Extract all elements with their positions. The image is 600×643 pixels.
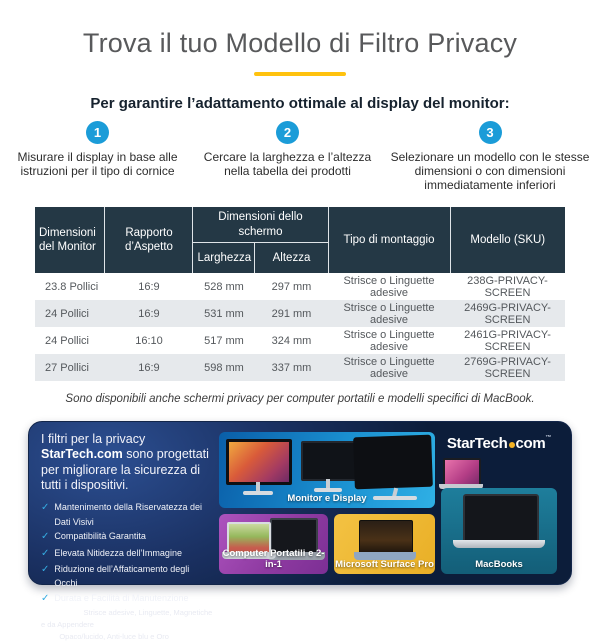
- benefit-text: Durata e Facilità di Manutenzione: [54, 592, 189, 603]
- cell-ratio: 16:9: [105, 354, 193, 381]
- cell-height: 297 mm: [271, 280, 312, 293]
- cell-size: 24 Pollici: [44, 334, 90, 347]
- banner-right-column: [441, 432, 557, 574]
- cell-ratio: 16:9: [105, 300, 193, 327]
- styles-line: [41, 631, 213, 643]
- table-row: [35, 273, 565, 300]
- monitors-category-label: Monitor e Display: [287, 493, 367, 505]
- cell-height: 324 mm: [271, 334, 312, 347]
- cell-sku: 2769G-PRIVACY-SCREEN: [450, 354, 565, 381]
- mounting-label: Montaggio:: [41, 608, 82, 618]
- banner-middle-column: [219, 432, 435, 574]
- styles-text: Opaco/lucido, Anti-luce blu e Oro: [57, 632, 169, 642]
- macbooks-category-tile: [441, 488, 557, 574]
- logo-text-1: StarTech: [446, 435, 508, 453]
- col-header-monitor-size: Dimensioni del Monitor: [35, 207, 105, 273]
- styles-label: Stili:: [41, 632, 58, 642]
- laptops-category-tile: [219, 514, 328, 574]
- page-subtitle: Per garantire l’adattamento ottimale al display del monitor:: [90, 95, 510, 112]
- step-1-number-badge: 1: [86, 121, 109, 144]
- col-header-model-sku: Modello (SKU): [450, 207, 565, 273]
- macbook-deck: [453, 540, 545, 548]
- page: [0, 28, 600, 642]
- list-item: [41, 562, 213, 591]
- brand-banner: [28, 421, 572, 642]
- surface-laptop-image: [359, 520, 413, 554]
- gold-macbook-filter-image: [443, 458, 481, 486]
- mounting-line: [41, 607, 213, 631]
- list-item: [41, 591, 213, 607]
- logo-trademark: ™: [545, 435, 552, 442]
- cell-ratio: 16:10: [135, 334, 163, 347]
- banner-intro-post: sono progettati per migliorare la sicurezza di tutti i dispositivi.: [41, 447, 209, 492]
- cell-width: 531 mm: [193, 300, 255, 327]
- col-header-mount-type: Tipo di montaggio: [328, 207, 450, 273]
- step-3: [380, 121, 600, 192]
- cell-size: 23.8 Pollici: [44, 280, 99, 293]
- mounting-text: Strisce adesive, Linguette, Magnetiche e da Appendere: [41, 608, 213, 630]
- mounting-styles-info: [41, 607, 213, 643]
- col-header-height: Altezza: [255, 243, 328, 274]
- cell-sku: 238G-PRIVACY-SCREEN: [467, 274, 548, 299]
- cell-mount: Strisce o Linguette adesive: [343, 274, 435, 299]
- cell-size: 24 Pollici: [35, 300, 105, 327]
- macbook-screen-image: [463, 494, 539, 542]
- cell-size: 27 Pollici: [35, 354, 105, 381]
- list-item: [41, 546, 213, 562]
- cell-mount: Strisce o Linguette adesive: [328, 354, 450, 381]
- list-item: [41, 500, 213, 529]
- list-item: [41, 529, 213, 545]
- surface-category-tile: [334, 514, 435, 574]
- check-icon: ✓: [41, 502, 50, 514]
- cell-mount: Strisce o Linguette adesive: [328, 300, 450, 327]
- benefit-checklist: [41, 500, 213, 607]
- table-header: [35, 207, 565, 273]
- table-row: [35, 300, 565, 327]
- step-1: [0, 121, 195, 192]
- step-2-text: Cercare la larghezza e l’altezza nella tabella dei prodotti: [203, 150, 372, 179]
- cell-width: 528 mm: [204, 280, 244, 293]
- col-header-width: Larghezza: [193, 243, 255, 274]
- monitors-category-tile: [219, 432, 435, 508]
- col-header-screen-dimensions: Dimensioni dello schermo: [193, 207, 328, 242]
- cell-width: 517 mm: [204, 334, 244, 347]
- logo-dot-icon: [509, 442, 515, 448]
- banner-intro-brand: StarTech.com: [41, 447, 123, 462]
- benefit-text: Riduzione dell’Affaticamento degli Occhi: [54, 563, 190, 589]
- banner-intro: [41, 432, 213, 493]
- cell-sku: 2461G-PRIVACY-SCREEN: [464, 328, 551, 353]
- benefit-text: Mantenimento della Riservatezza dei Dati Visivi: [54, 502, 202, 527]
- cell-height: 337 mm: [255, 354, 328, 381]
- check-icon: ✓: [41, 531, 50, 543]
- gold-privacy-monitor-image: [226, 439, 292, 485]
- laptops-category-label: Computer Portatili e 2-in-1: [222, 548, 325, 571]
- large-monitor-image: [353, 435, 433, 490]
- banner-text-column: [41, 432, 213, 642]
- steps-row: [0, 121, 600, 192]
- banner-intro-pre: I filtri per la privacy: [41, 432, 146, 447]
- step-2-number-badge: 2: [276, 121, 299, 144]
- check-icon: ✓: [41, 563, 50, 575]
- cell-height: 291 mm: [255, 300, 328, 327]
- table-row: [35, 327, 565, 354]
- black-privacy-monitor-image: [301, 441, 359, 481]
- cell-width: 598 mm: [193, 354, 255, 381]
- benefit-text: Compatibilità Garantita: [54, 531, 146, 542]
- table-row: [35, 354, 565, 381]
- cell-sku: 2469G-PRIVACY-SCREEN: [450, 300, 565, 327]
- cell-ratio: 16:9: [138, 280, 160, 293]
- step-1-text: Misurare il display in base alle istruzioni per il tipo di cornice: [17, 150, 178, 179]
- startech-logo: [447, 435, 551, 452]
- check-icon: ✓: [41, 592, 50, 604]
- banner-bottom-tiles: [219, 514, 435, 574]
- monitor-base: [314, 488, 342, 492]
- benefit-text: Elevata Nitidezza dell’Immagine: [54, 547, 182, 558]
- surface-category-label: Microsoft Surface Pro: [335, 559, 434, 571]
- step-3-number-badge: 3: [479, 121, 502, 144]
- step-3-text: Selezionare un modello con le stesse dimensioni o con dimensioni immediatamente inferiori: [390, 150, 590, 193]
- page-title: Trova il tuo Modello di Filtro Privacy: [82, 28, 518, 58]
- product-spec-table: [35, 207, 565, 381]
- check-icon: ✓: [41, 547, 50, 559]
- macbooks-category-label: MacBooks: [475, 559, 523, 571]
- logo-text-2: com: [515, 435, 546, 453]
- availability-note: Sono disponibili anche schermi privacy per computer portatili e modelli specifici di MacBook.: [65, 393, 535, 406]
- step-2: [195, 121, 380, 192]
- cell-mount: Strisce o Linguette adesive: [343, 328, 435, 353]
- col-header-aspect-ratio: Rapporto d’Aspetto: [105, 207, 193, 273]
- title-underline-accent: [254, 72, 346, 76]
